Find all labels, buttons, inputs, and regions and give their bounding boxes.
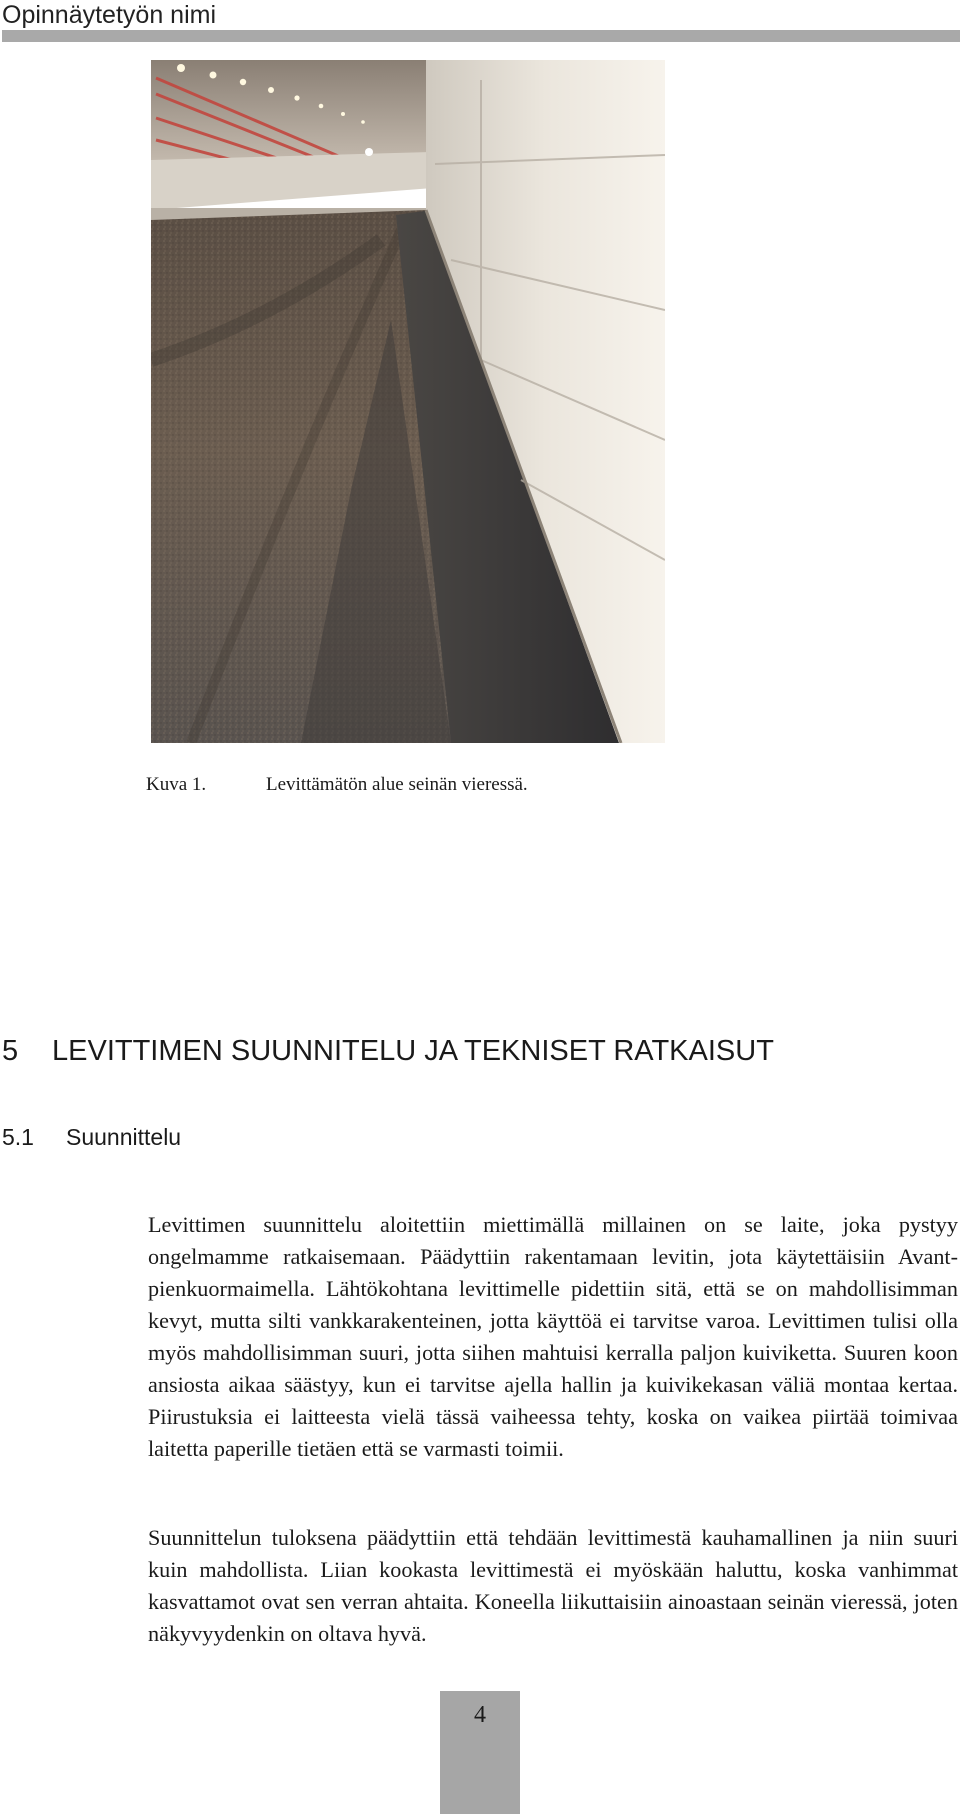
page-number: 4: [474, 1702, 486, 1728]
figure-photo: [151, 60, 665, 743]
section-title: LEVITTIMEN SUUNNITELU JA TEKNISET RATKAISUT: [52, 1035, 774, 1067]
subsection-number: 5.1: [2, 1124, 34, 1150]
subsection-title: Suunnittelu: [66, 1124, 182, 1150]
section-number: 5: [2, 1035, 19, 1067]
running-header-title: Opinnäytetyön nimi: [2, 1, 217, 29]
subsection-heading: [2, 1122, 181, 1152]
section-heading: [2, 1033, 774, 1069]
body-paragraph: Levittimen suunnittelu aloitettiin miettimällä millainen on se laite, joka pystyy ongelmamme ratkaisemaan. Päädyttiin rakentamaan levitin, jota käytettäisiin Avant-pienkuormaimella. Lähtökohtana levittimelle pidettiin sitä, että se on mahdollisimman kevyt, mutta silti vankkarakenteinen, jotta käyttöä ei tarvitse varoa. Levittimen tulisi olla myös mahdollisimman suuri, jotta siihen mahtuisi kerralla paljon kuiviketta. Suuren koon ansiosta aikaa säästyy, kun ei tarvitse ajella hallin ja kuivikekasan väliä montaa kertaa. Piirustuksia ei laitteesta vielä tässä vaiheessa tehty, koska on vaikea piirtää toimivaa laitetta paperille tietäen että se varmasti toimii.: [148, 1212, 958, 1461]
figure-caption-text: Levittämätön alue seinän vieressä.: [266, 774, 528, 795]
figure-caption-number: Kuva 1.: [146, 774, 207, 795]
page-number-box: [440, 1691, 520, 1814]
body-paragraph: Suunnittelun tuloksena päädyttiin että tehdään levittimestä kauhamallinen ja niin suuri kuin mahdollista. Liian kookasta levittimestä ei myöskään haluttu, koska vanhimmat kasvattamot ovat sen verran ahtaita. Koneella liikuttaisiin ainoastaan seinän vieressä, joten näkyvyydenkin on oltava hyvä.: [148, 1525, 958, 1646]
header-rule: [2, 30, 960, 42]
